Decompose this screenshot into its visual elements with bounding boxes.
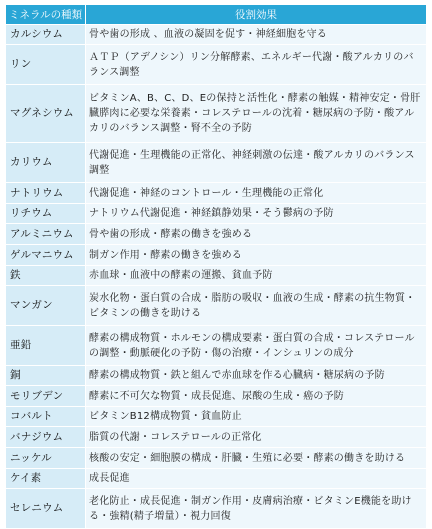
mineral-effect: 酵素の構成物質・鉄と組んで赤血球を作る心臓病・糖尿病の予防 [86,366,427,386]
table-row [6,224,427,245]
table-row [6,489,427,529]
mineral-name: カリウム [6,143,86,183]
mineral-effect: ビタミンB12構成物質・貧血防止 [86,407,427,427]
mineral-effect: 代謝促進・生理機能の正常化、神経刺激の伝達・酸アルカリのバランス調整 [86,143,427,183]
mineral-name: 鉄 [6,266,86,286]
table-row [6,266,427,286]
mineral-effect: 骨や歯の形成・酵素の働きを強める [86,224,427,245]
header-mineral-type: ミネラルの種類 [6,5,86,25]
mineral-effect: 骨や歯の形成 、血液の凝固を促す・神経細胞を守る [86,25,427,45]
mineral-effect: 酵素に不可欠な物質・成長促進、尿酸の生成・癌の予防 [86,386,427,407]
mineral-effect: 赤血球・血液中の酵素の運搬、貧血予防 [86,266,427,286]
mineral-effect: ＡＴＰ（アデノシン）リン分解酵素、エネルギー代謝・酸アルカリのバランス調整 [86,45,427,85]
mineral-name: ゲルマニウム [6,245,86,266]
mineral-name: カルシウム [6,25,86,45]
mineral-effect: 老化防止・成長促進・制ガン作用・皮膚病治療・ビタミンE機能を助ける・強精(精子増量）・視力回復 [86,489,427,529]
mineral-effect: 炭水化物・蛋白質の合成・脂肪の吸収・血液の生成・酵素の抗生物質・ビタミンの働きを助ける [86,286,427,326]
table-row [6,326,427,366]
mineral-name: 亜鉛 [6,326,86,366]
table-row [6,143,427,183]
table-row [6,286,427,326]
mineral-effect: ビタミンA、B、C、D、Eの保持と活性化・酵素の触媒・精神安定・骨肝臓膵肉に必要な栄養素・コレステロールの沈着・糖尿病の予防・酸アルカリのバランス調整・腎不全の予防 [86,85,427,143]
mineral-name: 銅 [6,366,86,386]
mineral-effect: 脂質の代謝・コレステロールの正常化 [86,427,427,448]
table-row [6,45,427,85]
table-row [6,407,427,427]
table-row [6,469,427,489]
table-row [6,448,427,469]
table-row [6,427,427,448]
mineral-effect: ナトリウム代謝促進・神経鎮静効果・そう鬱病の予防 [86,204,427,224]
mineral-name: バナジウム [6,427,86,448]
table-row [6,204,427,224]
mineral-name: マンガン [6,286,86,326]
mineral-name: アルミニウム [6,224,86,245]
table-body [6,25,427,529]
mineral-name: マグネシウム [6,85,86,143]
mineral-effect: 酵素の構成物質・ホルモンの構成要素・蛋白質の合成・コレステロールの調整・動脈硬化の予防・傷の治療・インシュリンの成分 [86,326,427,366]
table-row [6,85,427,143]
table-header-row [6,5,427,25]
table-row [6,386,427,407]
mineral-name: ニッケル [6,448,86,469]
mineral-name: コバルト [6,407,86,427]
mineral-name: ケイ素 [6,469,86,489]
mineral-name: ナトリウム [6,183,86,204]
table-row [6,25,427,45]
mineral-name: セレニウム [6,489,86,529]
table-row [6,366,427,386]
mineral-effect: 成長促進 [86,469,427,489]
mineral-effect: 代謝促進・神経のコントロール・生理機能の正常化 [86,183,427,204]
table-row [6,245,427,266]
mineral-effects-table [5,4,427,529]
mineral-name: モリブデン [6,386,86,407]
table-row [6,183,427,204]
mineral-name: リン [6,45,86,85]
mineral-table-container [5,4,426,529]
mineral-effect: 制ガン作用・酵素の働きを強める [86,245,427,266]
header-effect: 役割効果 [86,5,427,25]
mineral-name: リチウム [6,204,86,224]
mineral-effect: 核酸の安定・細胞膜の構成・肝臓・生殖に必要・酵素の働きを助ける [86,448,427,469]
